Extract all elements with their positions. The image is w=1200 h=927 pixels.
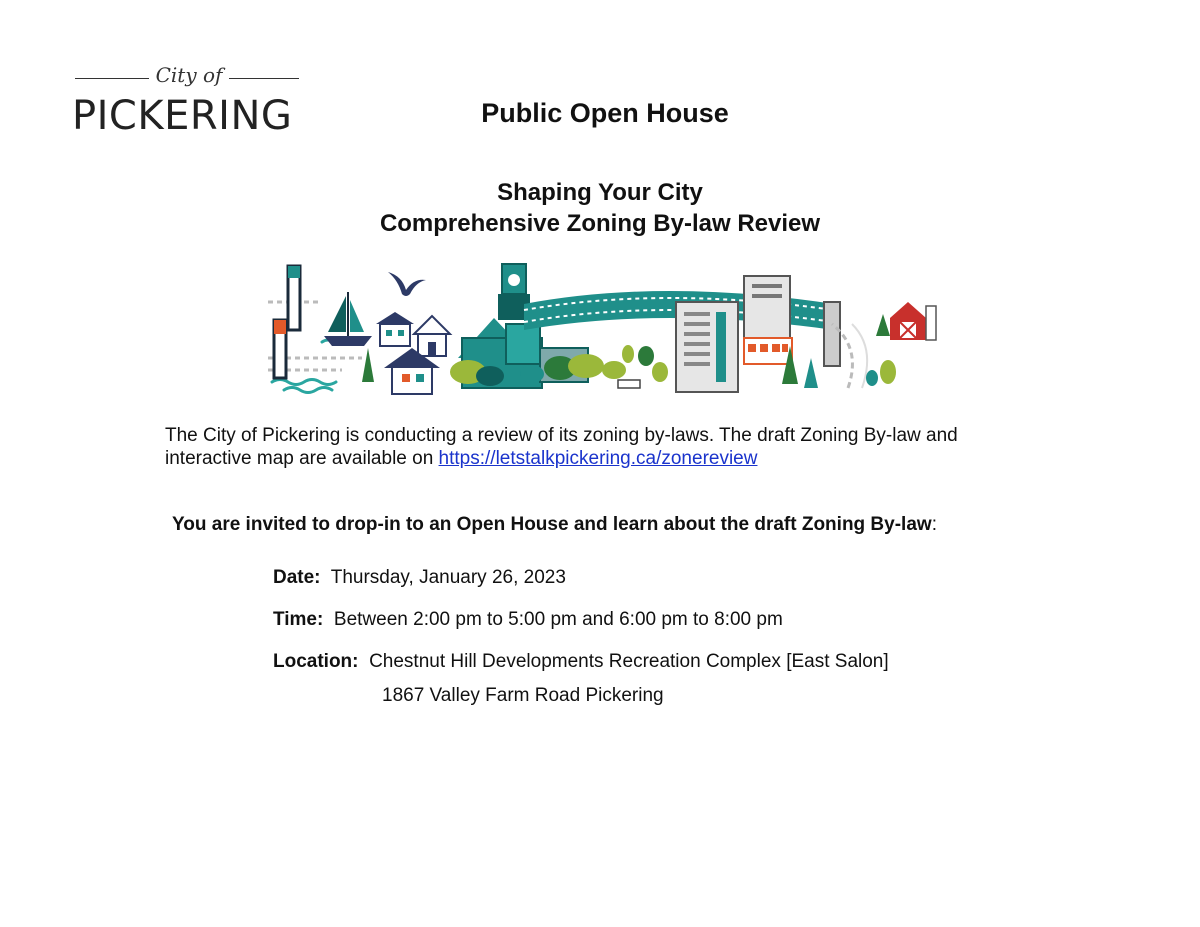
bridge-pillar: [824, 302, 840, 366]
tree-green-right: [880, 360, 896, 384]
pine-tree-barn: [876, 314, 890, 336]
silo: [926, 306, 936, 340]
date-value: Thursday, January 26, 2023: [330, 567, 566, 588]
road-curve-2: [852, 324, 867, 388]
invitation-colon: :: [931, 514, 937, 535]
page-title: Public Open House: [481, 98, 729, 128]
subtitle-line-1: Shaping Your City: [497, 179, 703, 206]
time-label: Time:: [273, 609, 324, 630]
tree-teal-right: [866, 370, 878, 386]
date-label: Date:: [273, 567, 321, 588]
building-orange: [744, 338, 792, 364]
lighthouse-tall: [288, 266, 300, 330]
pine-tree-left: [362, 348, 374, 382]
intro-line-1: The City of Pickering is conducting a review of its zoning by-laws. The draft Zoning By-law and: [165, 425, 958, 446]
logo-rule-right: [229, 78, 299, 79]
red-barn: [890, 302, 926, 340]
tower-apartment: [676, 302, 738, 392]
zone-review-link[interactable]: https://letstalkpickering.ca/zonereview: [438, 448, 758, 469]
time-row: [273, 608, 783, 632]
intro-line-2: interactive map are available on: [165, 448, 439, 469]
invitation-text: [172, 513, 937, 537]
house-small-2: [414, 316, 450, 356]
park-bench: [618, 380, 640, 388]
subtitle-line-2: Comprehensive Zoning By-law Review: [379, 210, 821, 237]
logo-rule-left: [75, 78, 149, 79]
location-row: [273, 650, 889, 674]
cityscape-illustration: [262, 258, 938, 402]
tower-grey-tall: [744, 276, 790, 346]
date-row: [273, 566, 566, 590]
pine-tree-right-2: [804, 358, 818, 388]
address-row: 1867 Valley Farm Road Pickering: [382, 685, 664, 706]
time-value: Between 2:00 pm to 5:00 pm and 6:00 pm to 8:00 pm: [333, 609, 783, 630]
location-label: Location:: [273, 651, 359, 672]
invitation-main: You are invited to drop-in to an Open House and learn about the draft Zoning By-law: [172, 514, 932, 535]
logo-city-of-text: City of: [155, 63, 223, 87]
logo-top-row: [72, 62, 304, 92]
intro-paragraph: [165, 424, 1105, 470]
bird: [388, 272, 426, 296]
sailboat: [324, 292, 372, 346]
logo-pickering-text: PICKERING: [72, 93, 293, 139]
house-small-1: [376, 312, 414, 346]
location-value: Chestnut Hill Developments Recreation Complex [East Salon]: [369, 651, 889, 672]
lighthouse-short: [274, 320, 286, 378]
